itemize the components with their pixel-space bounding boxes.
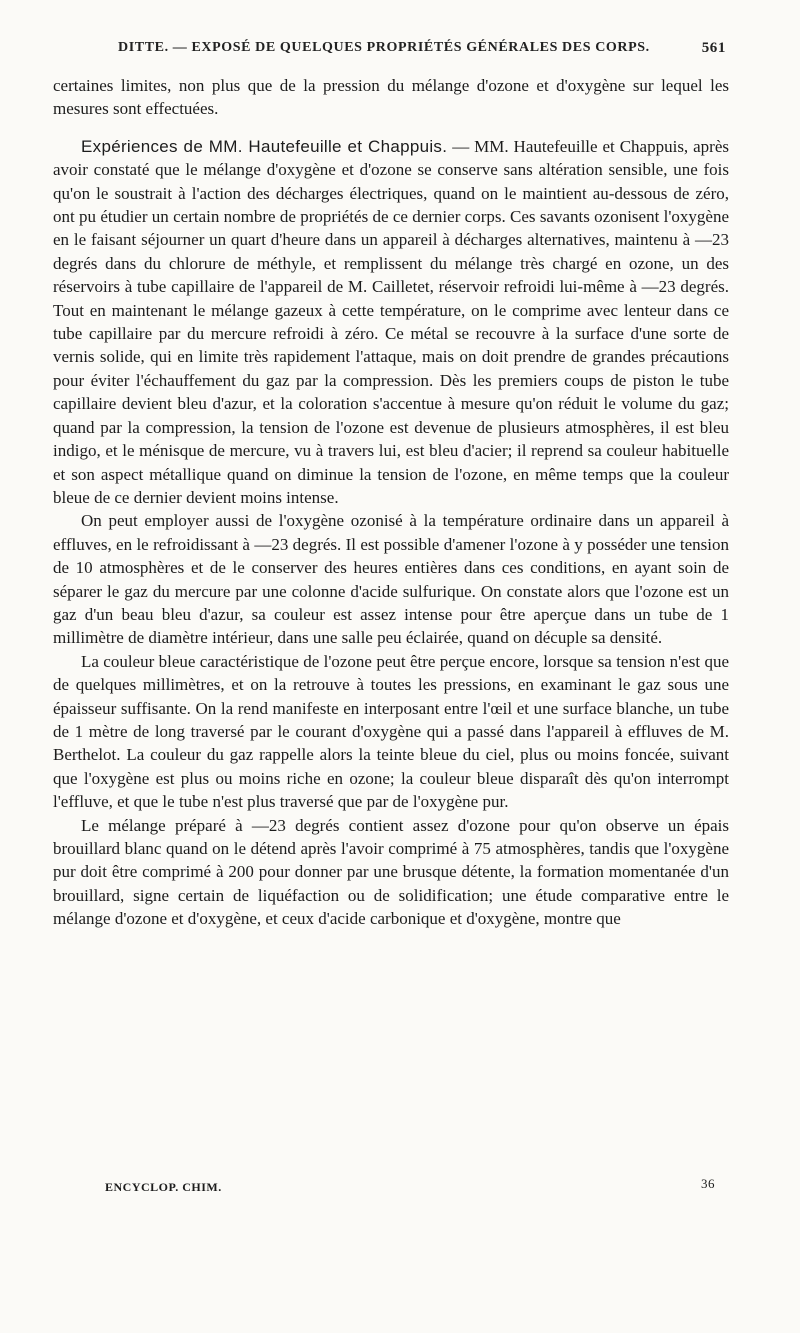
paragraph-hautefeuille-chappuis <box>53 135 729 510</box>
paragraph-gap <box>53 121 729 135</box>
paragraph-couleur-bleue: La couleur bleue caractéristique de l'ozone peut être perçue encore, lorsque sa tension n'est que de quelques millimètres, et on la retrouve à toutes les pressions, en examinant le gaz sous une épaisseur suffisante. On la rend manifeste en interposant entre l'œil et une surface blanche, un tube de 1 mètre de long traversé par le courant d'oxygène qui a passé dans l'appareil à effluves de M. Berthelot. La couleur du gaz rappelle alors la teinte bleue du ciel, plus ou moins foncée, suivant que l'oxygène est plus ou moins riche en ozone; la couleur bleue disparaît dès qu'on interrompt l'effluve, et que le tube n'est plus traversé que par de l'oxygène pur. <box>53 651 729 812</box>
paragraph-melange-prepare: Le mélange préparé à —23 degrés contient assez d'ozone pour qu'on observe un épais brouillard blanc quand on le détend après l'avoir comprimé à 75 atmosphères, tandis que l'oxygène pur doit être comprimé à 200 pour donner par une brusque détente, la formation momentanée d'un brouillard, signe certain de liquéfaction ou de solidification; une étude comparative entre le mélange d'ozone et d'oxygène, et ceux d'acide carbonique et d'oxygène, montre que <box>53 815 729 929</box>
paragraph-text: — MM. Hautefeuille et Chappuis, après avoir constaté que le mélange d'oxygène et d'ozone se conserve sans altération sensible, une fois qu'on le soustrait à l'action des décharges électriques, quand on le maintient au-dessous de zéro, ont pu étudier un certain nombre de propriétés de ce dernier corps. Ces savants ozonisent l'oxygène en le faisant séjourner un quart d'heure dans un appareil à décharges alternatives, maintenu à —23 degrés dans du chlorure de méthyle, et remplissent du mélange très chargé en ozone, un des réservoirs à tube capillaire de l'appareil de M. Cailletet, réservoir refroidi lui-même à —23 degrés. Tout en maintenant le mélange gazeux à cette température, on le comprime avec lenteur dans ce tube capillaire par du mercure refroidi à zéro. Ce métal se recouvre à la surface d'une sorte de vernis solide, qui en limite très rapidement l'attaque, mais on doit prendre de grandes précautions pour éviter l'échauffement du gaz par la compression. Dès les premiers coups de piston le tube capillaire devient bleu d'azur, et la coloration s'accentue à mesure qu'on réduit le volume du gaz; quand par la compression, la tension de l'ozone est devenue de plusieurs atmosphères, il est bleu indigo, et le ménisque de mercure, vu à travers lui, est bleu d'acier; il reprend sa couleur habituelle et son aspect métallique quand on diminue la tension de l'ozone, en même temps que la couleur bleue de ce dernier devient moins intense. <box>53 136 729 507</box>
page-body <box>53 74 729 931</box>
paragraph-oxygene-ozonise: On peut employer aussi de l'oxygène ozonisé à la température ordinaire dans un appareil à effluves, en le refroidissant à —23 degrés. Il est possible d'amener l'ozone à y posséder une tension de 10 atmosphères et de le conserver des heures entières dans ces conditions, en ayant soin de séparer le gaz du mercure par une colonne d'acide sulfurique. On constate alors que l'ozone est un gaz d'un beau bleu d'azur, sa couleur est assez intense pour être aperçue dans un tube de 1 millimètre de diamètre intérieur, dans une salle peu éclairée, quand on décuple sa densité. <box>53 511 729 648</box>
page-number: 561 <box>701 40 726 56</box>
paragraph-continued: certaines limites, non plus que de la pression du mélange d'ozone et d'oxygène sur lequel les mesures sont effectuées. <box>53 76 729 119</box>
signature-number: 36 <box>701 1176 715 1191</box>
signature-mark: ENCYCLOP. CHIM. <box>105 1180 222 1194</box>
running-title: DITTE. — EXPOSÉ DE QUELQUES PROPRIÉTÉS GÉNÉRALES DES CORPS. <box>118 40 650 55</box>
section-heading: Expériences de MM. Hautefeuille et Chappuis. <box>81 136 448 156</box>
